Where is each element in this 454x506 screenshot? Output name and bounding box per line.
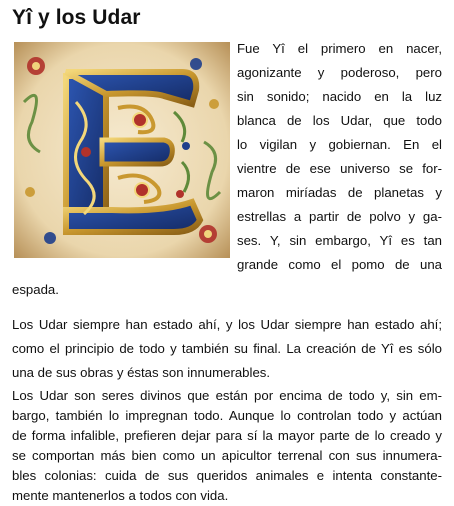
paragraph-3-line: Los Udar son seres divinos que están por encima de todo y, sin em- [12,388,442,403]
paragraph-2-line: como el principio de todo y también su final. La creación de Yî es sólo [12,341,442,356]
paragraph-2-line: una de sus obras y éstas son innumerables. [12,365,271,380]
paragraph-1-line: sin sonido; nacido en la luz [237,89,442,104]
article-title: Yî y los Udar [12,6,141,29]
paragraph-1-line: vientre de ese universo se for- [237,161,442,176]
paragraph-1-line: maron miríadas de planetas y [237,185,442,200]
paragraph-3-line: de forma infalible, prefieren dejar para sí la mayor parte de lo creado y [12,428,442,443]
paragraph-1-line: grande como el pomo de una [237,257,442,272]
paragraph-3-line: bles colonias: cuida de sus queridos animales e intenta constante- [12,468,442,483]
paragraph-1-line: lo vigilan y gobiernan. En el [237,137,442,152]
paragraph-2-line: Los Udar siempre han estado ahí, y los Udar siempre han estado ahí; [12,317,442,332]
paragraph-3-line: se comportan más bien como un apicultor terrenal con sus innumera- [12,448,442,463]
paragraph-1-line: estrellas a partir de polvo y ga- [237,209,442,224]
paragraph-3-line: mente mantenerlos a todos con vida. [12,488,229,503]
paragraph-1-line: espada. [12,282,59,297]
paragraph-1-line: agonizante y poderoso, pero [237,65,442,80]
illuminated-letter-figure [14,42,230,258]
paragraph-1-line: Fue Yî el primero en nacer, [237,41,442,56]
paragraph-1-line: blanca de los Udar, que todo [237,113,442,128]
paragraph-1-line: ses. Y, sin embargo, Yî es tan [237,233,442,248]
paragraph-3-line: bargo, también lo impregnan todo. Aunque lo controlan todo y actúan [12,408,442,423]
illuminated-letter-e-icon [14,42,230,258]
